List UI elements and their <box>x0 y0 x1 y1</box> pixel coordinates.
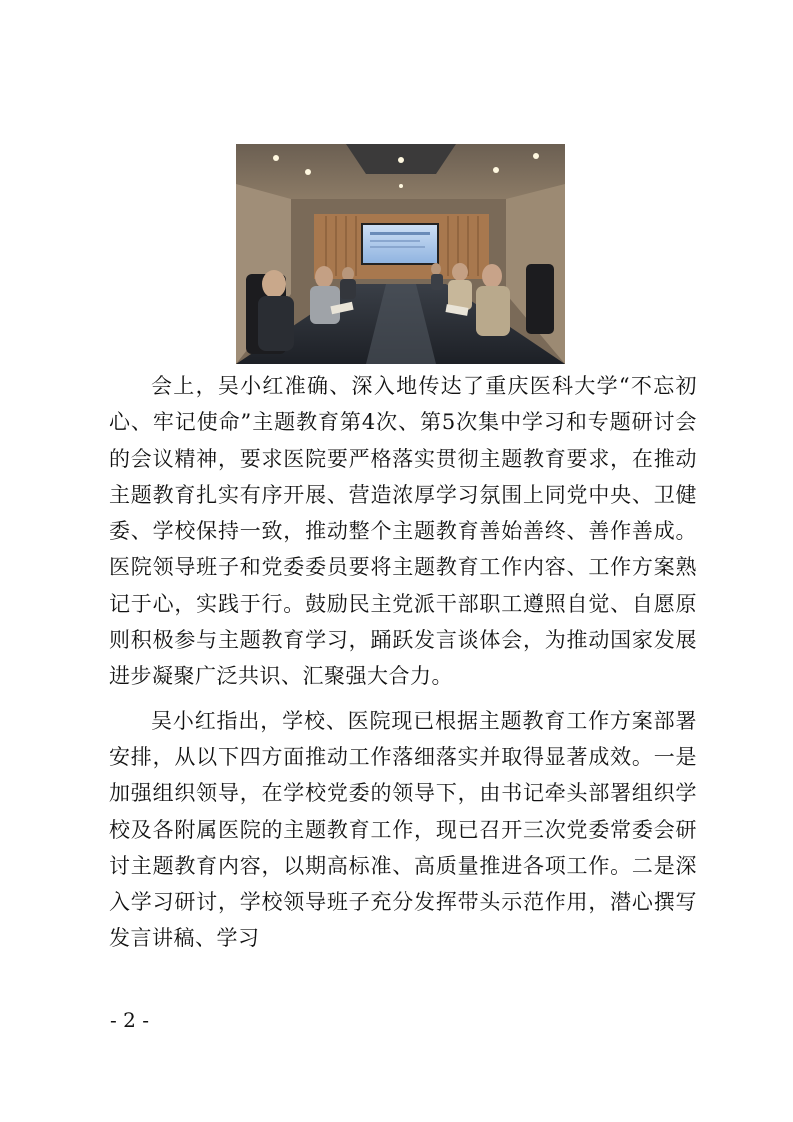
page-number: - 2 - <box>110 1008 149 1032</box>
meeting-room-photo <box>236 144 565 364</box>
paragraph-1: 会上，吴小红准确、深入地传达了重庆医科大学“不忘初心、牢记使命”主题教育第4次、第5次集中学习和专题研讨会的会议精神，要求医院要严格落实贯彻主题教育要求，在推动主题教育扎实有序开展、营造浓厚学习氛围上同党中央、卫健委、学校保持一致，推动整个主题教育善始善终、善作善成。医院领导班子和党委委员要将主题教育工作内容、工作方案熟记于心，实践于行。鼓励民主党派干部职工遵照自觉、自愿原则积极参与主题教育学习，踊跃发言谈体会，为推动国家发展进步凝聚广泛共识、汇聚强大合力。 <box>109 374 697 689</box>
body-text <box>109 368 697 965</box>
paragraph-2: 吴小红指出，学校、医院现已根据主题教育工作方案部署安排，从以下四方面推动工作落细落实并取得显著成效。一是加强组织领导，在学校党委的领导下，由书记牵头部署组织学校及各附属医院的主题教育工作，现已召开三次党委常委会研讨主题教育内容，以期高标准、高质量推进各项工作。二是深入学习研讨，学校领导班子充分发挥带头示范作用，潜心撰写发言讲稿、学习 <box>109 708 697 951</box>
